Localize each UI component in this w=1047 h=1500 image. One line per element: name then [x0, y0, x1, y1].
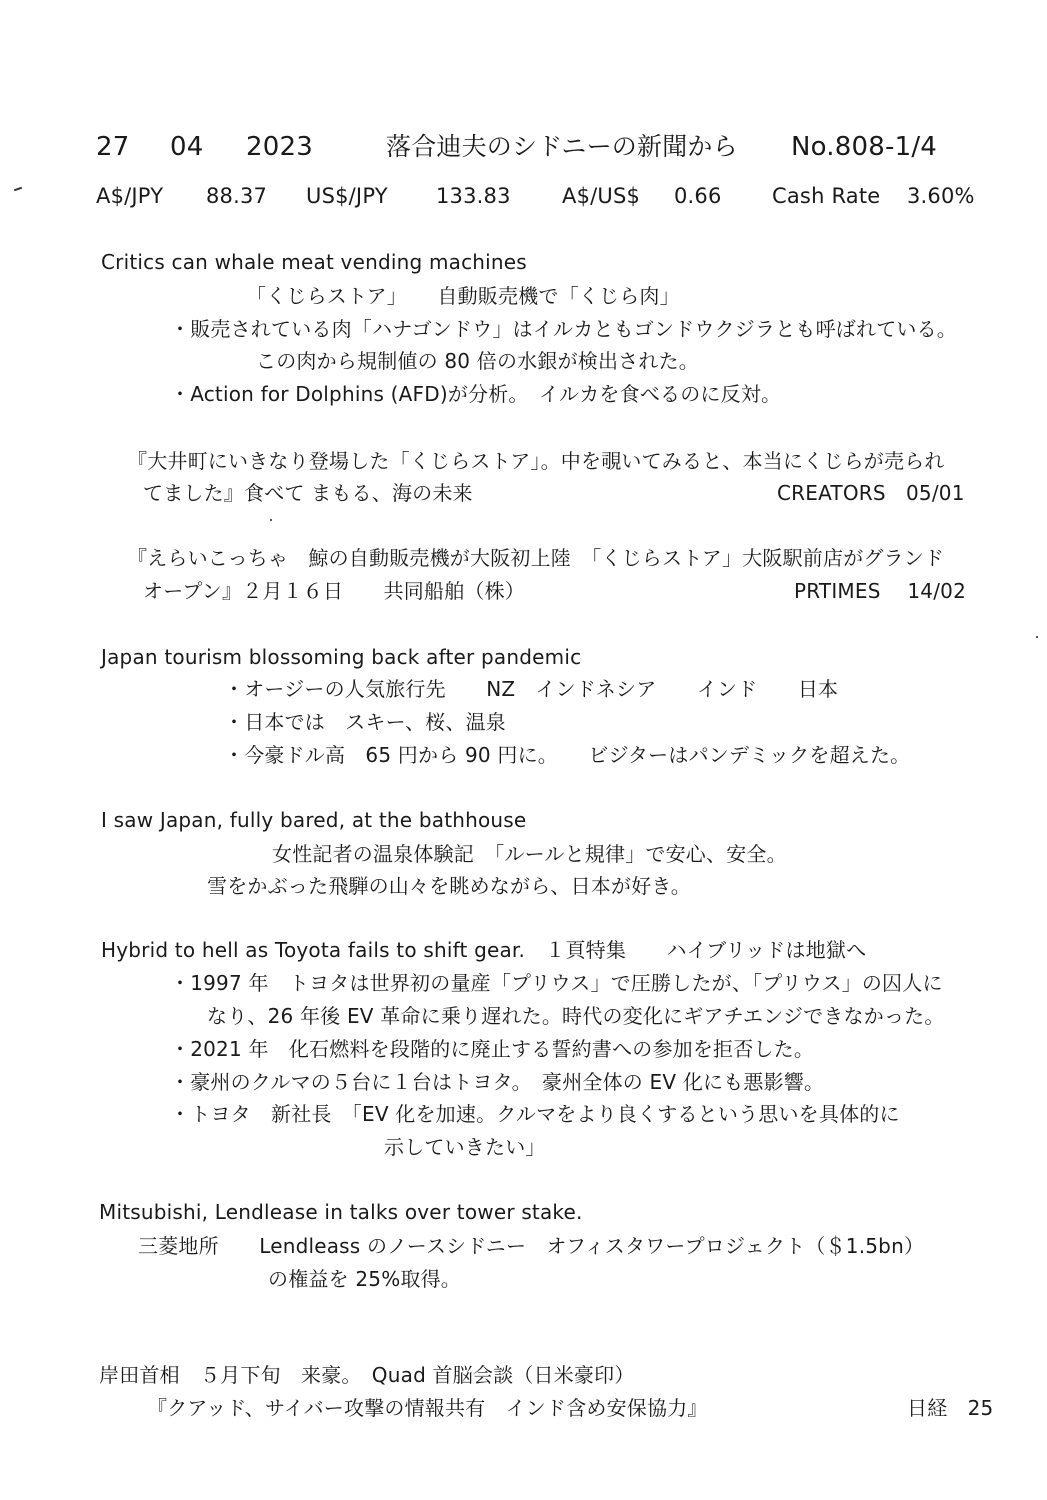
- reference-title: 『えらいこっちゃ 鯨の自動販売機が大阪初上陸 「くじらストア」大阪駅前店がグランド: [127, 546, 945, 570]
- aud-usd-label: A$/US$: [562, 184, 641, 208]
- issue-number: No.808-1/4: [791, 132, 938, 162]
- bullet-item: ・オージーの人気旅行先 NZ インドネシア インド 日本: [224, 677, 839, 701]
- usd-jpy-value: 133.83: [436, 184, 511, 208]
- cash-rate-label: Cash Rate: [772, 184, 881, 208]
- bullet-item: ・今豪ドル高 65 円から 90 円に。 ビジターはパンデミックを超えた。: [224, 743, 911, 767]
- scan-speck: [14, 187, 22, 192]
- bullet-continuation: この肉から規制値の 80 倍の水銀が検出された。: [256, 349, 699, 373]
- bullet-item: ・2021 年 化石燃料を段階的に廃止する誓約書への参加を拒否した。: [170, 1037, 815, 1061]
- header-day: 27: [96, 132, 130, 162]
- article-headline: Mitsubishi, Lendlease in talks over tower stake.: [99, 1200, 583, 1224]
- bullet-continuation: なり、26 年後 EV 革命に乗り遅れた。時代の変化にギアチエンジできなかった。: [207, 1004, 945, 1028]
- article-line: 三菱地所 Lendleass のノースシドニー オフィスタワープロジェクト（＄1.5bn）: [138, 1234, 925, 1258]
- bullet-item: ・Action for Dolphins (AFD)が分析。 イルカを食べるのに反対。: [170, 382, 782, 406]
- bullet-item: ・豪州のクルマの５台に１台はトヨタ。 豪州全体の EV 化にも悪影響。: [170, 1070, 825, 1094]
- article-line: 岸田首相 ５月下旬 来豪。 Quad 首脳会談（日米豪印）: [99, 1363, 635, 1387]
- article-headline: Critics can whale meat vending machines: [101, 250, 527, 274]
- reference-title: 『クアッド、サイバー攻撃の情報共有 インド含め安保協力』: [147, 1396, 708, 1420]
- cash-rate-value: 3.60%: [907, 184, 975, 208]
- bullet-item: ・日本では スキー、桜、温泉: [224, 710, 506, 734]
- article-line: 女性記者の温泉体験記 「ルールと規律」で安心、安全。: [272, 842, 787, 866]
- aud-usd-value: 0.66: [674, 184, 722, 208]
- article-subhead: 「くじらストア」 自動販売機で「くじら肉」: [246, 284, 680, 308]
- bullet-item: ・トヨタ 新社長 「EV 化を加速。クルマをより良くするという思いを具体的に: [170, 1102, 900, 1126]
- reference-source: 日経 25: [907, 1396, 994, 1420]
- header-year: 2023: [246, 132, 313, 162]
- article-headline: Hybrid to hell as Toyota fails to shift gear. １頁特集 ハイブリッドは地獄へ: [101, 938, 867, 962]
- article-line: 雪をかぶった飛騨の山々を眺めながら、日本が好き。: [207, 874, 691, 898]
- scan-dot: [270, 519, 272, 521]
- aud-jpy-value: 88.37: [206, 184, 268, 208]
- bullet-item: ・販売されている肉「ハナゴンドウ」はイルカともゴンドウクジラとも呼ばれている。: [170, 317, 957, 341]
- reference-title: 『大井町にいきなり登場した「くじらストア」。中を覗いてみると、本当にくじらが売られ: [127, 449, 945, 473]
- aud-jpy-label: A$/JPY: [96, 184, 164, 208]
- reference-source: PRTIMES 14/02: [794, 579, 966, 603]
- bullet-continuation: 示していきたい」: [384, 1135, 546, 1159]
- reference-source: CREATORS 05/01: [777, 481, 965, 505]
- reference-title-cont: てました』食べて まもる、海の未来: [143, 481, 473, 505]
- reference-title-cont: オープン』２月１６日 共同船舶（株）: [143, 579, 525, 603]
- bullet-item: ・1997 年 トヨタは世界初の量産「プリウス」で圧勝したが、「プリウス」の囚人に: [170, 971, 943, 995]
- scan-dot: [1036, 636, 1038, 638]
- header-month: 04: [170, 132, 204, 162]
- header-title: 落合迪夫のシドニーの新聞から: [386, 132, 738, 161]
- article-headline: I saw Japan, fully bared, at the bathhouse: [101, 808, 527, 832]
- usd-jpy-label: US$/JPY: [306, 184, 388, 208]
- article-headline: Japan tourism blossoming back after pandemic: [101, 645, 582, 669]
- article-line: の権益を 25%取得。: [268, 1267, 462, 1291]
